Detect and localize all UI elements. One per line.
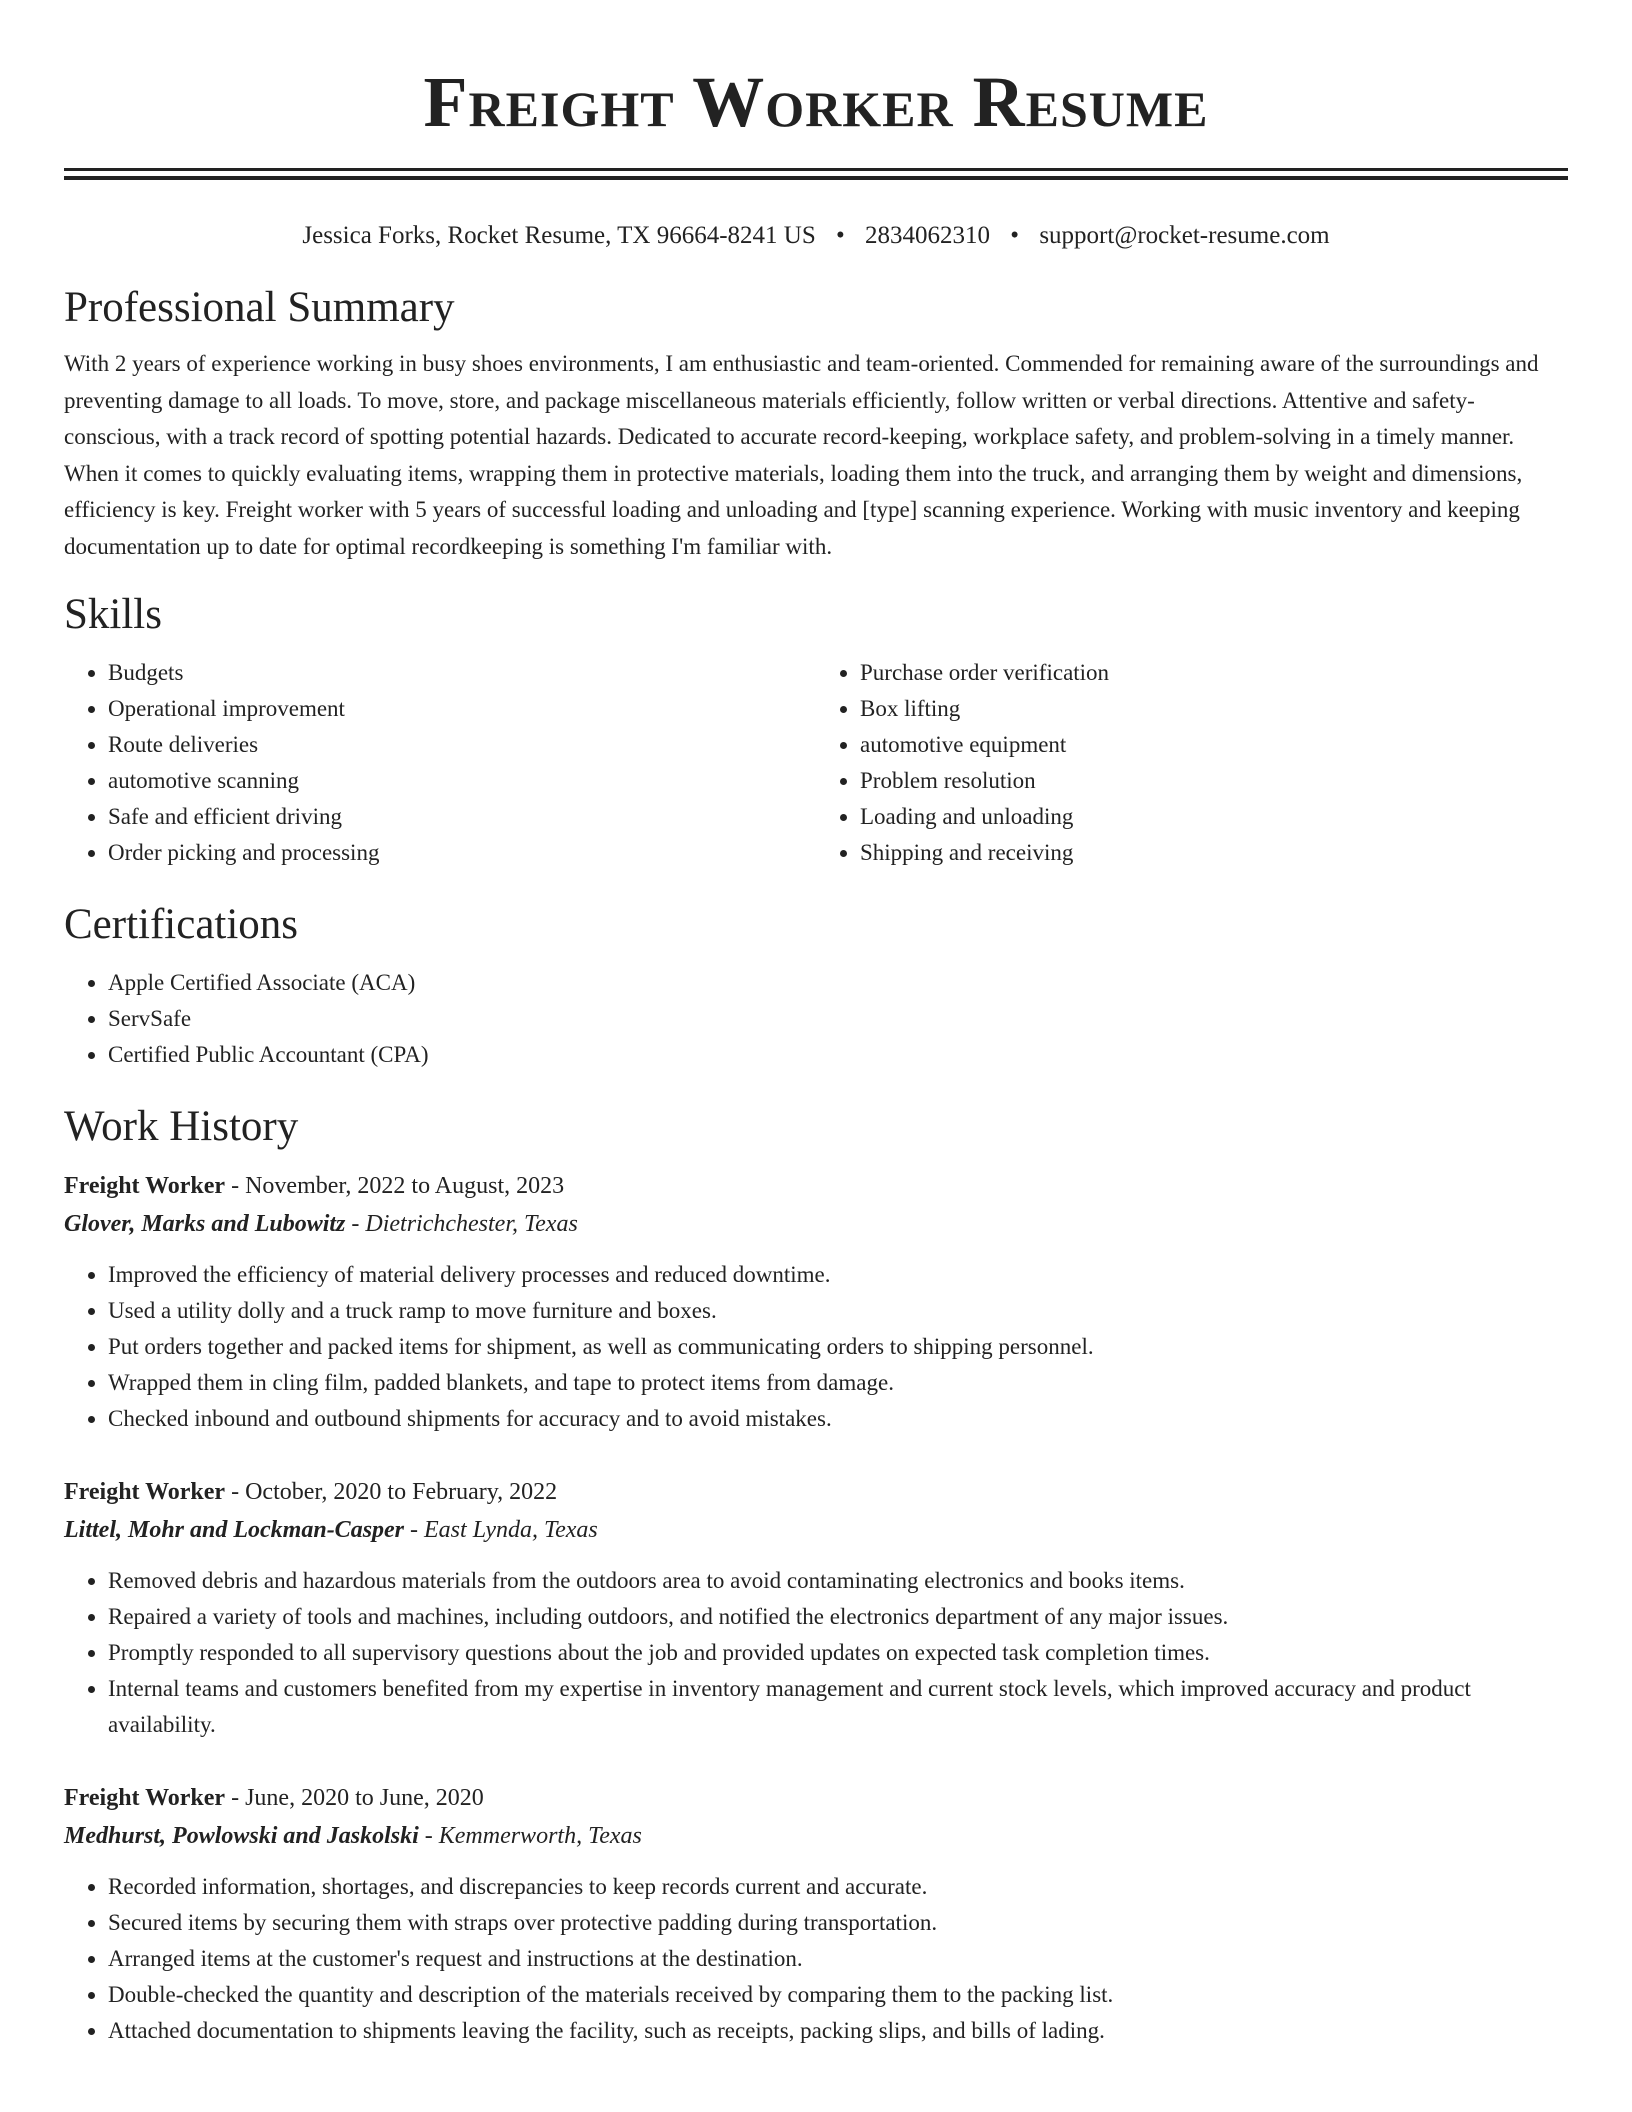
skill-item: • Box lifting [860,691,1568,727]
job-bullet: • Improved the efficiency of material delivery processes and reduced downtime. [108,1257,1568,1293]
job-company-line [64,1205,1568,1243]
certification-item: • Certified Public Accountant (CPA) [108,1037,1568,1073]
work-history-heading: Work History [64,1103,299,1150]
skills-columns [64,655,1568,871]
summary-text: With 2 years of experience working in busy shoes environments, I am enthusiastic and team-oriented. Commended for remaining aware of the surroundings and preventing damage to all loads. To move, store, and package miscellaneous materials efficiently, follow written or verbal directions. Attentive and safety-conscious, with a track record of spotting potential hazards. Dedicated to accurate record-keeping, workplace safety, and problem-solving in a timely manner. When it comes to quickly evaluating items, wrapping them in protective materials, loading them into the truck, and arranging them by weight and dimensions, efficiency is key. Freight worker with 5 years of successful loading and unloading and [type] scanning experience. Working with music inventory and keeping documentation up to date for optimal recordkeeping is something I'm familiar with. [64,351,1539,559]
job-bullet: • Promptly responded to all supervisory questions about the job and provided updates on expected task completion times. [108,1635,1568,1671]
skill-item: • Problem resolution [860,763,1568,799]
certification-item: • Apple Certified Associate (ACA) [108,965,1568,1001]
job-title: Freight Worker [64,1785,226,1811]
resume-title: Freight Worker Resume [423,62,1209,142]
job-bullet: • Used a utility dolly and a truck ramp to move furniture and boxes. [108,1293,1568,1329]
job-bullets [64,1563,1568,1743]
job-location: - Dietrichchester, Texas [345,1211,578,1237]
skill-item: • Safe and efficient driving [108,799,816,835]
skills-list-right [816,655,1568,871]
job-entry [64,1779,1568,2049]
resume-page [64,0,1568,2049]
job-bullets [64,1257,1568,1437]
job-bullet: • Wrapped them in cling film, padded blankets, and tape to protect items from damage. [108,1365,1568,1401]
job-dates: - October, 2020 to February, 2022 [225,1479,558,1505]
job-bullet: • Attached documentation to shipments leaving the facility, such as receipts, packing slips, and bills of lading. [108,2013,1568,2049]
title-rule-bottom [64,176,1568,180]
skill-item: • automotive equipment [860,727,1568,763]
contact-separator: • [836,222,845,249]
job-bullet: • Double-checked the quantity and description of the materials received by comparing them to the packing list. [108,1977,1568,2013]
job-bullet: • Put orders together and packed items for shipment, as well as communicating orders to shipping personnel. [108,1329,1568,1365]
skills-list-left [64,655,816,871]
job-bullet: • Internal teams and customers benefited from my expertise in inventory management and current stock levels, which improved accuracy and product availability. [108,1671,1568,1743]
job-title-line [64,1167,1568,1205]
skill-item: • Budgets [108,655,816,691]
contact-address: Jessica Forks, Rocket Resume, TX 96664-8241 US [302,222,816,249]
job-company: Littel, Mohr and Lockman-Casper [64,1517,405,1543]
certifications-list [64,965,1568,1073]
skill-item: • Purchase order verification [860,655,1568,691]
job-title-line [64,1779,1568,1817]
job-bullet: • Secured items by securing them with straps over protective padding during transportation. [108,1905,1568,1941]
certification-item: • ServSafe [108,1001,1568,1037]
job-bullet: • Arranged items at the customer's request and instructions at the destination. [108,1941,1568,1977]
job-title: Freight Worker [64,1479,226,1505]
skills-heading: Skills [64,591,162,638]
job-company-line [64,1511,1568,1549]
job-company-line [64,1817,1568,1855]
summary-heading: Professional Summary [64,284,455,331]
certifications-heading: Certifications [64,901,299,948]
skill-item: • Loading and unloading [860,799,1568,835]
contact-separator: • [1010,222,1020,249]
title-rule-top [64,168,1568,171]
job-title: Freight Worker [64,1173,226,1199]
job-location: - Kemmerworth, Texas [418,1823,642,1849]
job-entry [64,1167,1568,1437]
job-bullet: • Removed debris and hazardous materials from the outdoors area to avoid contaminating electronics and books items. [108,1563,1568,1599]
contact-line [64,216,1568,256]
skill-item: • automotive scanning [108,763,816,799]
job-bullet: • Recorded information, shortages, and discrepancies to keep records current and accurate. [108,1869,1568,1905]
contact-email: support@rocket-resume.com [1039,222,1330,249]
skill-item: • Order picking and processing [108,835,816,871]
job-dates: - June, 2020 to June, 2020 [225,1785,484,1811]
job-bullets [64,1869,1568,2049]
job-title-line [64,1473,1568,1511]
contact-phone: 2834062310 [865,222,991,249]
job-location: - East Lynda, Texas [404,1517,598,1543]
job-entry [64,1473,1568,1743]
job-bullet: • Checked inbound and outbound shipments for accuracy and to avoid mistakes. [108,1401,1568,1437]
job-bullet: • Repaired a variety of tools and machines, including outdoors, and notified the electronics department of any major issues. [108,1599,1568,1635]
job-company: Glover, Marks and Lubowitz [64,1211,346,1237]
skill-item: • Shipping and receiving [860,835,1568,871]
job-dates: - November, 2022 to August, 2023 [225,1173,565,1199]
skill-item: • Operational improvement [108,691,816,727]
skill-item: • Route deliveries [108,727,816,763]
job-company: Medhurst, Powlowski and Jaskolski [64,1823,419,1849]
